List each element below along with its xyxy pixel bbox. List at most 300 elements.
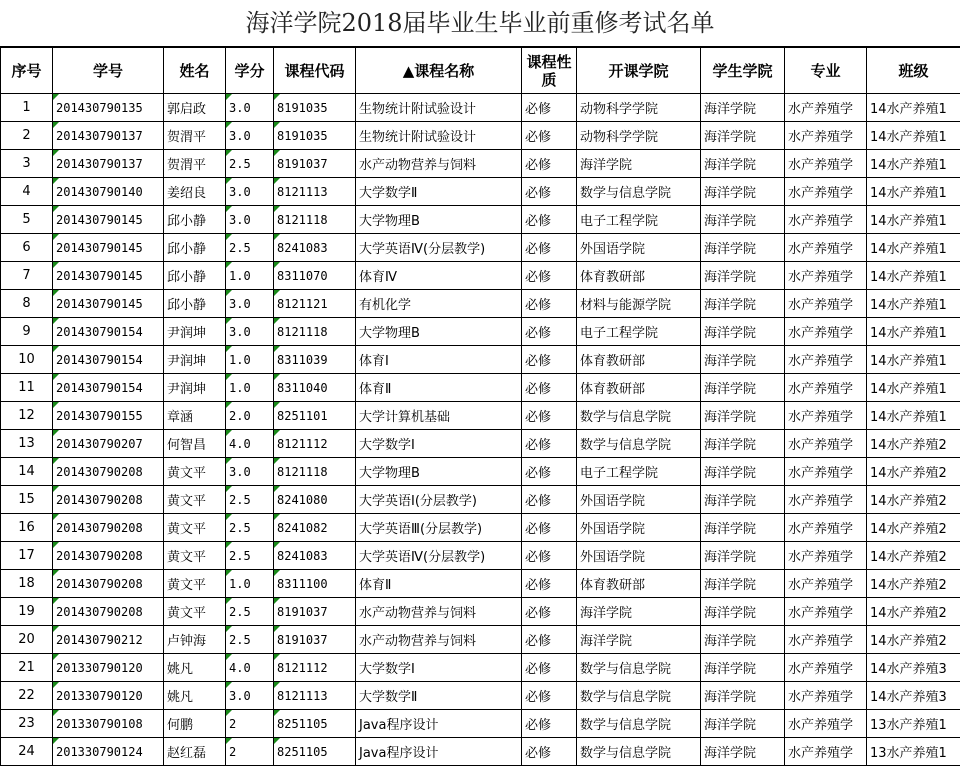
student-college-cell[interactable]: 海洋学院 [701, 598, 785, 626]
class-cell[interactable]: 14水产养殖1 [867, 94, 960, 122]
course-code-cell[interactable]: 8191035 [274, 122, 356, 150]
col-header-course-code[interactable]: 课程代码 [274, 48, 356, 94]
course-type-cell[interactable]: 必修 [522, 206, 577, 234]
table-row[interactable] [1, 626, 960, 654]
offering-college-cell[interactable]: 外国语学院 [577, 542, 701, 570]
course-code-cell[interactable]: 8311040 [274, 374, 356, 402]
student-college-cell[interactable]: 海洋学院 [701, 150, 785, 178]
index-cell[interactable]: 22 [1, 682, 53, 710]
student-id-cell[interactable]: 201330790108 [53, 710, 164, 738]
course-type-cell[interactable]: 必修 [522, 94, 577, 122]
credit-cell[interactable]: 1.0 [226, 262, 274, 290]
student-id-cell[interactable]: 201430790155 [53, 402, 164, 430]
course-code-cell[interactable]: 8121118 [274, 458, 356, 486]
course-code-cell[interactable]: 8121118 [274, 318, 356, 346]
student-college-cell[interactable]: 海洋学院 [701, 458, 785, 486]
credit-cell[interactable]: 4.0 [226, 430, 274, 458]
major-cell[interactable]: 水产养殖学 [785, 262, 867, 290]
course-name-cell[interactable]: 生物统计附试验设计 [356, 122, 522, 150]
course-name-cell[interactable]: 大学计算机基础 [356, 402, 522, 430]
course-type-cell[interactable]: 必修 [522, 318, 577, 346]
student-id-cell[interactable]: 201430790208 [53, 542, 164, 570]
student-college-cell[interactable]: 海洋学院 [701, 626, 785, 654]
col-header-course-type[interactable]: 课程性质 [522, 48, 577, 94]
offering-college-cell[interactable]: 外国语学院 [577, 514, 701, 542]
table-row[interactable] [1, 318, 960, 346]
credit-cell[interactable]: 2 [226, 710, 274, 738]
index-cell[interactable]: 16 [1, 514, 53, 542]
student-id-cell[interactable]: 201430790208 [53, 514, 164, 542]
course-code-cell[interactable]: 8121113 [274, 682, 356, 710]
col-header-student-college[interactable]: 学生学院 [701, 48, 785, 94]
col-header-class[interactable]: 班级 [867, 48, 960, 94]
offering-college-cell[interactable]: 外国语学院 [577, 486, 701, 514]
student-id-cell[interactable]: 201430790208 [53, 458, 164, 486]
major-cell[interactable]: 水产养殖学 [785, 542, 867, 570]
class-cell[interactable]: 13水产养殖1 [867, 710, 960, 738]
course-code-cell[interactable]: 8251105 [274, 710, 356, 738]
major-cell[interactable]: 水产养殖学 [785, 206, 867, 234]
course-name-cell[interactable]: 水产动物营养与饲料 [356, 598, 522, 626]
name-cell[interactable]: 尹润坤 [164, 346, 226, 374]
name-cell[interactable]: 黄文平 [164, 570, 226, 598]
course-type-cell[interactable]: 必修 [522, 150, 577, 178]
table-row[interactable] [1, 430, 960, 458]
name-cell[interactable]: 卢钟海 [164, 626, 226, 654]
class-cell[interactable]: 14水产养殖1 [867, 234, 960, 262]
class-cell[interactable]: 14水产养殖1 [867, 122, 960, 150]
student-college-cell[interactable]: 海洋学院 [701, 738, 785, 766]
course-code-cell[interactable]: 8121112 [274, 430, 356, 458]
student-id-cell[interactable]: 201430790145 [53, 290, 164, 318]
credit-cell[interactable]: 3.0 [226, 178, 274, 206]
name-cell[interactable]: 邱小静 [164, 290, 226, 318]
student-college-cell[interactable]: 海洋学院 [701, 94, 785, 122]
major-cell[interactable]: 水产养殖学 [785, 374, 867, 402]
student-college-cell[interactable]: 海洋学院 [701, 262, 785, 290]
offering-college-cell[interactable]: 数学与信息学院 [577, 178, 701, 206]
course-code-cell[interactable]: 8191035 [274, 94, 356, 122]
course-code-cell[interactable]: 8121121 [274, 290, 356, 318]
course-code-cell[interactable]: 8191037 [274, 150, 356, 178]
course-type-cell[interactable]: 必修 [522, 738, 577, 766]
course-type-cell[interactable]: 必修 [522, 178, 577, 206]
course-type-cell[interactable]: 必修 [522, 402, 577, 430]
student-id-cell[interactable]: 201430790208 [53, 570, 164, 598]
course-type-cell[interactable]: 必修 [522, 682, 577, 710]
class-cell[interactable]: 14水产养殖3 [867, 654, 960, 682]
course-code-cell[interactable]: 8311100 [274, 570, 356, 598]
index-cell[interactable]: 7 [1, 262, 53, 290]
class-cell[interactable]: 14水产养殖2 [867, 542, 960, 570]
index-cell[interactable]: 24 [1, 738, 53, 766]
credit-cell[interactable]: 1.0 [226, 570, 274, 598]
student-id-cell[interactable]: 201430790154 [53, 318, 164, 346]
course-type-cell[interactable]: 必修 [522, 374, 577, 402]
offering-college-cell[interactable]: 数学与信息学院 [577, 654, 701, 682]
student-college-cell[interactable]: 海洋学院 [701, 122, 785, 150]
col-header-course-name[interactable]: ▲课程名称 [356, 48, 522, 94]
index-cell[interactable]: 3 [1, 150, 53, 178]
major-cell[interactable]: 水产养殖学 [785, 122, 867, 150]
credit-cell[interactable]: 1.0 [226, 374, 274, 402]
class-cell[interactable]: 14水产养殖1 [867, 178, 960, 206]
name-cell[interactable]: 黄文平 [164, 542, 226, 570]
offering-college-cell[interactable]: 体育教研部 [577, 346, 701, 374]
student-id-cell[interactable]: 201430790212 [53, 626, 164, 654]
course-name-cell[interactable]: 生物统计附试验设计 [356, 94, 522, 122]
name-cell[interactable]: 姚凡 [164, 682, 226, 710]
course-name-cell[interactable]: 体育Ⅱ [356, 570, 522, 598]
major-cell[interactable]: 水产养殖学 [785, 654, 867, 682]
class-cell[interactable]: 14水产养殖1 [867, 318, 960, 346]
class-cell[interactable]: 14水产养殖2 [867, 626, 960, 654]
credit-cell[interactable]: 3.0 [226, 122, 274, 150]
offering-college-cell[interactable]: 海洋学院 [577, 598, 701, 626]
name-cell[interactable]: 尹润坤 [164, 318, 226, 346]
credit-cell[interactable]: 2.5 [226, 598, 274, 626]
credit-cell[interactable]: 2.0 [226, 402, 274, 430]
name-cell[interactable]: 黄文平 [164, 486, 226, 514]
index-cell[interactable]: 23 [1, 710, 53, 738]
index-cell[interactable]: 2 [1, 122, 53, 150]
index-cell[interactable]: 14 [1, 458, 53, 486]
class-cell[interactable]: 14水产养殖2 [867, 598, 960, 626]
index-cell[interactable]: 10 [1, 346, 53, 374]
index-cell[interactable]: 5 [1, 206, 53, 234]
course-code-cell[interactable]: 8241083 [274, 234, 356, 262]
major-cell[interactable]: 水产养殖学 [785, 94, 867, 122]
index-cell[interactable]: 17 [1, 542, 53, 570]
course-name-cell[interactable]: 水产动物营养与饲料 [356, 150, 522, 178]
index-cell[interactable]: 12 [1, 402, 53, 430]
table-row[interactable] [1, 346, 960, 374]
major-cell[interactable]: 水产养殖学 [785, 234, 867, 262]
course-name-cell[interactable]: Java程序设计 [356, 738, 522, 766]
class-cell[interactable]: 14水产养殖2 [867, 514, 960, 542]
student-id-cell[interactable]: 201430790145 [53, 262, 164, 290]
credit-cell[interactable]: 3.0 [226, 290, 274, 318]
credit-cell[interactable]: 3.0 [226, 458, 274, 486]
offering-college-cell[interactable]: 动物科学学院 [577, 94, 701, 122]
offering-college-cell[interactable]: 数学与信息学院 [577, 402, 701, 430]
table-row[interactable] [1, 486, 960, 514]
col-header-index[interactable]: 序号 [1, 48, 53, 94]
table-row[interactable] [1, 234, 960, 262]
course-code-cell[interactable]: 8121118 [274, 206, 356, 234]
index-cell[interactable]: 18 [1, 570, 53, 598]
student-id-cell[interactable]: 201330790120 [53, 682, 164, 710]
class-cell[interactable]: 14水产养殖1 [867, 206, 960, 234]
name-cell[interactable]: 尹润坤 [164, 374, 226, 402]
credit-cell[interactable]: 2.5 [226, 150, 274, 178]
class-cell[interactable]: 14水产养殖2 [867, 458, 960, 486]
table-row[interactable] [1, 178, 960, 206]
table-row[interactable] [1, 570, 960, 598]
offering-college-cell[interactable]: 体育教研部 [577, 262, 701, 290]
major-cell[interactable]: 水产养殖学 [785, 486, 867, 514]
student-id-cell[interactable]: 201430790140 [53, 178, 164, 206]
credit-cell[interactable]: 3.0 [226, 682, 274, 710]
index-cell[interactable]: 6 [1, 234, 53, 262]
student-college-cell[interactable]: 海洋学院 [701, 430, 785, 458]
course-name-cell[interactable]: 大学数学Ⅰ [356, 430, 522, 458]
credit-cell[interactable]: 2.5 [226, 626, 274, 654]
table-row[interactable] [1, 514, 960, 542]
course-type-cell[interactable]: 必修 [522, 542, 577, 570]
course-code-cell[interactable]: 8191037 [274, 626, 356, 654]
course-type-cell[interactable]: 必修 [522, 346, 577, 374]
offering-college-cell[interactable]: 材料与能源学院 [577, 290, 701, 318]
course-code-cell[interactable]: 8121113 [274, 178, 356, 206]
offering-college-cell[interactable]: 体育教研部 [577, 374, 701, 402]
offering-college-cell[interactable]: 电子工程学院 [577, 458, 701, 486]
course-code-cell[interactable]: 8121112 [274, 654, 356, 682]
course-name-cell[interactable]: 大学英语Ⅳ(分层教学) [356, 542, 522, 570]
student-id-cell[interactable]: 201430790135 [53, 94, 164, 122]
name-cell[interactable]: 姜绍良 [164, 178, 226, 206]
table-row[interactable] [1, 374, 960, 402]
index-cell[interactable]: 19 [1, 598, 53, 626]
index-cell[interactable]: 9 [1, 318, 53, 346]
course-code-cell[interactable]: 8241080 [274, 486, 356, 514]
index-cell[interactable]: 15 [1, 486, 53, 514]
course-type-cell[interactable]: 必修 [522, 290, 577, 318]
student-college-cell[interactable]: 海洋学院 [701, 206, 785, 234]
major-cell[interactable]: 水产养殖学 [785, 178, 867, 206]
student-id-cell[interactable]: 201430790137 [53, 122, 164, 150]
index-cell[interactable]: 21 [1, 654, 53, 682]
class-cell[interactable]: 14水产养殖1 [867, 262, 960, 290]
table-row[interactable] [1, 150, 960, 178]
student-college-cell[interactable]: 海洋学院 [701, 654, 785, 682]
student-college-cell[interactable]: 海洋学院 [701, 374, 785, 402]
student-college-cell[interactable]: 海洋学院 [701, 710, 785, 738]
table-row[interactable] [1, 206, 960, 234]
course-name-cell[interactable]: 大学物理B [356, 458, 522, 486]
offering-college-cell[interactable]: 海洋学院 [577, 626, 701, 654]
course-name-cell[interactable]: Java程序设计 [356, 710, 522, 738]
course-name-cell[interactable]: 大学英语Ⅳ(分层教学) [356, 234, 522, 262]
major-cell[interactable]: 水产养殖学 [785, 682, 867, 710]
student-id-cell[interactable]: 201430790154 [53, 374, 164, 402]
col-header-major[interactable]: 专业 [785, 48, 867, 94]
course-type-cell[interactable]: 必修 [522, 598, 577, 626]
table-row[interactable] [1, 682, 960, 710]
class-cell[interactable]: 14水产养殖2 [867, 430, 960, 458]
credit-cell[interactable]: 2.5 [226, 514, 274, 542]
credit-cell[interactable]: 2.5 [226, 234, 274, 262]
student-college-cell[interactable]: 海洋学院 [701, 486, 785, 514]
offering-college-cell[interactable]: 数学与信息学院 [577, 738, 701, 766]
student-id-cell[interactable]: 201430790145 [53, 234, 164, 262]
major-cell[interactable]: 水产养殖学 [785, 598, 867, 626]
major-cell[interactable]: 水产养殖学 [785, 738, 867, 766]
course-code-cell[interactable]: 8251101 [274, 402, 356, 430]
course-name-cell[interactable]: 大学数学Ⅱ [356, 178, 522, 206]
student-id-cell[interactable]: 201430790154 [53, 346, 164, 374]
student-college-cell[interactable]: 海洋学院 [701, 514, 785, 542]
major-cell[interactable]: 水产养殖学 [785, 710, 867, 738]
course-name-cell[interactable]: 有机化学 [356, 290, 522, 318]
student-id-cell[interactable]: 201430790137 [53, 150, 164, 178]
table-row[interactable] [1, 458, 960, 486]
table-row[interactable] [1, 402, 960, 430]
major-cell[interactable]: 水产养殖学 [785, 430, 867, 458]
credit-cell[interactable]: 3.0 [226, 206, 274, 234]
course-code-cell[interactable]: 8241083 [274, 542, 356, 570]
course-type-cell[interactable]: 必修 [522, 458, 577, 486]
major-cell[interactable]: 水产养殖学 [785, 290, 867, 318]
student-college-cell[interactable]: 海洋学院 [701, 570, 785, 598]
name-cell[interactable]: 邱小静 [164, 234, 226, 262]
table-row[interactable] [1, 262, 960, 290]
course-type-cell[interactable]: 必修 [522, 654, 577, 682]
course-code-cell[interactable]: 8241082 [274, 514, 356, 542]
class-cell[interactable]: 14水产养殖1 [867, 346, 960, 374]
student-college-cell[interactable]: 海洋学院 [701, 542, 785, 570]
course-name-cell[interactable]: 大学物理B [356, 206, 522, 234]
class-cell[interactable]: 13水产养殖1 [867, 738, 960, 766]
name-cell[interactable]: 黄文平 [164, 458, 226, 486]
index-cell[interactable]: 11 [1, 374, 53, 402]
offering-college-cell[interactable]: 电子工程学院 [577, 206, 701, 234]
name-cell[interactable]: 章涵 [164, 402, 226, 430]
course-type-cell[interactable]: 必修 [522, 570, 577, 598]
student-college-cell[interactable]: 海洋学院 [701, 234, 785, 262]
col-header-offering-college[interactable]: 开课学院 [577, 48, 701, 94]
course-name-cell[interactable]: 大学数学Ⅰ [356, 654, 522, 682]
student-college-cell[interactable]: 海洋学院 [701, 346, 785, 374]
table-row[interactable] [1, 122, 960, 150]
course-code-cell[interactable]: 8311070 [274, 262, 356, 290]
major-cell[interactable]: 水产养殖学 [785, 570, 867, 598]
offering-college-cell[interactable]: 动物科学学院 [577, 122, 701, 150]
table-row[interactable] [1, 598, 960, 626]
major-cell[interactable]: 水产养殖学 [785, 458, 867, 486]
credit-cell[interactable]: 3.0 [226, 94, 274, 122]
course-type-cell[interactable]: 必修 [522, 626, 577, 654]
table-row[interactable] [1, 290, 960, 318]
class-cell[interactable]: 14水产养殖1 [867, 150, 960, 178]
course-type-cell[interactable]: 必修 [522, 234, 577, 262]
offering-college-cell[interactable]: 外国语学院 [577, 234, 701, 262]
name-cell[interactable]: 黄文平 [164, 598, 226, 626]
major-cell[interactable]: 水产养殖学 [785, 318, 867, 346]
course-type-cell[interactable]: 必修 [522, 710, 577, 738]
table-row[interactable] [1, 738, 960, 766]
offering-college-cell[interactable]: 数学与信息学院 [577, 430, 701, 458]
student-id-cell[interactable]: 201430790207 [53, 430, 164, 458]
credit-cell[interactable]: 2 [226, 738, 274, 766]
student-id-cell[interactable]: 201430790208 [53, 486, 164, 514]
col-header-credit[interactable]: 学分 [226, 48, 274, 94]
col-header-student-id[interactable]: 学号 [53, 48, 164, 94]
major-cell[interactable]: 水产养殖学 [785, 514, 867, 542]
credit-cell[interactable]: 4.0 [226, 654, 274, 682]
class-cell[interactable]: 14水产养殖1 [867, 402, 960, 430]
credit-cell[interactable]: 2.5 [226, 486, 274, 514]
col-header-name[interactable]: 姓名 [164, 48, 226, 94]
name-cell[interactable]: 邱小静 [164, 206, 226, 234]
course-name-cell[interactable]: 大学数学Ⅱ [356, 682, 522, 710]
name-cell[interactable]: 何鹏 [164, 710, 226, 738]
name-cell[interactable]: 赵红磊 [164, 738, 226, 766]
class-cell[interactable]: 14水产养殖3 [867, 682, 960, 710]
table-row[interactable] [1, 542, 960, 570]
course-code-cell[interactable]: 8251105 [274, 738, 356, 766]
course-type-cell[interactable]: 必修 [522, 430, 577, 458]
course-name-cell[interactable]: 大学物理B [356, 318, 522, 346]
offering-college-cell[interactable]: 数学与信息学院 [577, 710, 701, 738]
course-type-cell[interactable]: 必修 [522, 122, 577, 150]
student-id-cell[interactable]: 201430790208 [53, 598, 164, 626]
student-college-cell[interactable]: 海洋学院 [701, 318, 785, 346]
name-cell[interactable]: 贺渭平 [164, 122, 226, 150]
course-name-cell[interactable]: 体育Ⅳ [356, 262, 522, 290]
table-row[interactable] [1, 94, 960, 122]
course-code-cell[interactable]: 8311039 [274, 346, 356, 374]
index-cell[interactable]: 20 [1, 626, 53, 654]
student-id-cell[interactable]: 201330790120 [53, 654, 164, 682]
student-id-cell[interactable]: 201430790145 [53, 206, 164, 234]
class-cell[interactable]: 14水产养殖2 [867, 486, 960, 514]
offering-college-cell[interactable]: 数学与信息学院 [577, 682, 701, 710]
name-cell[interactable]: 何智昌 [164, 430, 226, 458]
offering-college-cell[interactable]: 海洋学院 [577, 150, 701, 178]
major-cell[interactable]: 水产养殖学 [785, 150, 867, 178]
offering-college-cell[interactable]: 电子工程学院 [577, 318, 701, 346]
credit-cell[interactable]: 3.0 [226, 318, 274, 346]
retake-exam-table [0, 47, 960, 766]
student-id-cell[interactable]: 201330790124 [53, 738, 164, 766]
major-cell[interactable]: 水产养殖学 [785, 402, 867, 430]
student-college-cell[interactable]: 海洋学院 [701, 178, 785, 206]
student-college-cell[interactable]: 海洋学院 [701, 402, 785, 430]
course-name-cell[interactable]: 大学英语Ⅰ(分层教学) [356, 486, 522, 514]
course-type-cell[interactable]: 必修 [522, 514, 577, 542]
class-cell[interactable]: 14水产养殖2 [867, 570, 960, 598]
course-type-cell[interactable]: 必修 [522, 486, 577, 514]
major-cell[interactable]: 水产养殖学 [785, 626, 867, 654]
name-cell[interactable]: 姚凡 [164, 654, 226, 682]
major-cell[interactable]: 水产养殖学 [785, 346, 867, 374]
name-cell[interactable]: 黄文平 [164, 514, 226, 542]
table-row[interactable] [1, 710, 960, 738]
student-college-cell[interactable]: 海洋学院 [701, 290, 785, 318]
course-name-cell[interactable]: 体育Ⅰ [356, 346, 522, 374]
index-cell[interactable]: 8 [1, 290, 53, 318]
course-name-cell[interactable]: 水产动物营养与饲料 [356, 626, 522, 654]
index-cell[interactable]: 13 [1, 430, 53, 458]
class-cell[interactable]: 14水产养殖1 [867, 374, 960, 402]
credit-cell[interactable]: 1.0 [226, 346, 274, 374]
course-code-cell[interactable]: 8191037 [274, 598, 356, 626]
index-cell[interactable]: 1 [1, 94, 53, 122]
course-name-cell[interactable]: 体育Ⅱ [356, 374, 522, 402]
student-college-cell[interactable]: 海洋学院 [701, 682, 785, 710]
class-cell[interactable]: 14水产养殖1 [867, 290, 960, 318]
table-row[interactable] [1, 654, 960, 682]
index-cell[interactable]: 4 [1, 178, 53, 206]
credit-cell[interactable]: 2.5 [226, 542, 274, 570]
name-cell[interactable]: 郭启政 [164, 94, 226, 122]
course-name-cell[interactable]: 大学英语Ⅲ(分层教学) [356, 514, 522, 542]
offering-college-cell[interactable]: 体育教研部 [577, 570, 701, 598]
name-cell[interactable]: 邱小静 [164, 262, 226, 290]
name-cell[interactable]: 贺渭平 [164, 150, 226, 178]
course-type-cell[interactable]: 必修 [522, 262, 577, 290]
